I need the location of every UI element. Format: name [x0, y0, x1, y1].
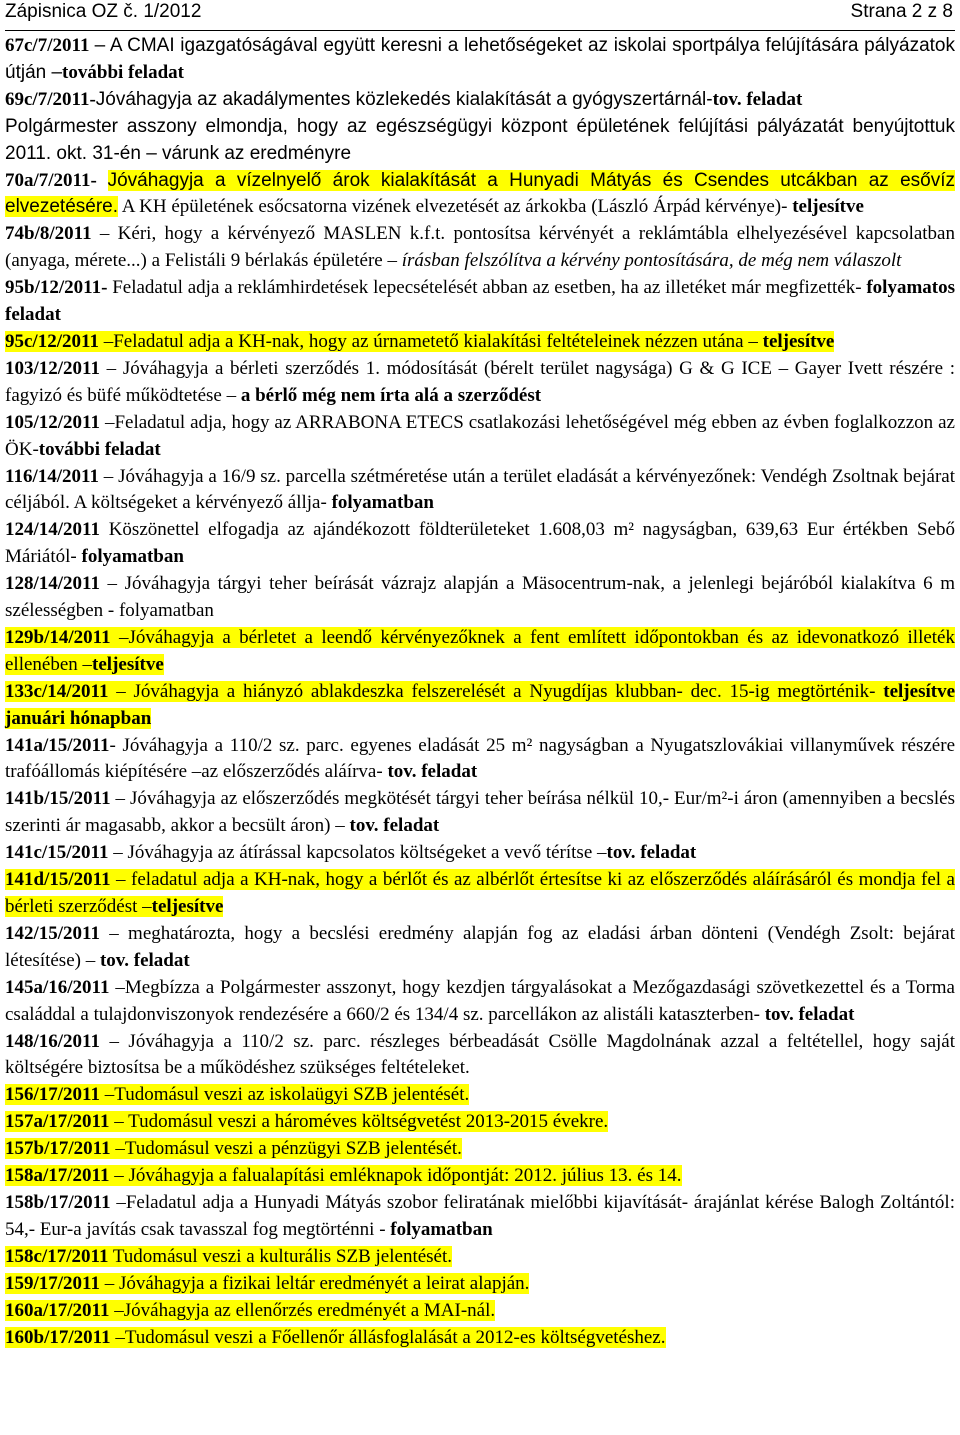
- resolution-text: – Jóváhagyja az átírással kapcsolatos költségeket a vevő térítse –: [108, 842, 607, 864]
- resolution-marker: 95b/12/2011-: [5, 277, 113, 299]
- resolution-text: –Tudomásul veszi az iskolaügyi SZB jelentését.: [100, 1084, 470, 1106]
- resolution-text: – Jóváhagyja a bérleti szerződés 1. módosítását (bérelt terület nagysága) G & G ICE – Gayer Ivett részére : fagyizó és büfé működtetése –: [5, 357, 955, 406]
- resolution-marker: további feladat: [38, 438, 161, 460]
- resolution-paragraph: [5, 679, 955, 733]
- resolution-marker: 160b/17/2011: [5, 1326, 111, 1348]
- resolution-marker: további feladat: [62, 61, 184, 83]
- resolution-marker: 148/16/2011: [5, 1030, 101, 1052]
- resolution-paragraph: [5, 975, 955, 1029]
- resolution-marker: 103/12/2011: [5, 357, 101, 379]
- resolution-marker: 69c/7/2011-: [5, 88, 96, 110]
- resolution-paragraph: [5, 921, 955, 975]
- resolution-marker: 95c/12/2011: [5, 330, 99, 352]
- resolution-text: – Jóváhagyja a 16/9 sz. parcella szétméretése után a terület eladását a kérvényezőnek: Vendégh Zsoltnak bejárat céljából. A költségeket a kérvényező állja-: [5, 465, 955, 514]
- resolution-marker: 160a/17/2011: [5, 1299, 110, 1321]
- resolution-marker: 105/12/2011: [5, 411, 101, 433]
- resolution-text: – meghatározta, hogy a becslési eredmény alapján fog az eladási árban dönteni (Vendégh Zsolt: bejárat létesítése) –: [5, 922, 955, 971]
- document-title: Zápisnica OZ č. 1/2012: [5, 1, 202, 22]
- resolution-paragraph: [5, 733, 955, 787]
- resolution-text: –Feladatul adja a KH-nak, hogy az úrnametető kialakítási feltételeinek nézzen utána –: [98, 330, 763, 352]
- page-header: [5, 0, 955, 24]
- resolution-marker: 157a/17/2011: [5, 1111, 110, 1133]
- resolution-marker: 124/14/2011: [5, 519, 101, 541]
- resolution-paragraph: [5, 168, 955, 222]
- resolution-marker: 67c/7/2011: [5, 35, 95, 56]
- resolution-paragraph: [5, 571, 955, 625]
- resolution-marker: 159/17/2011: [5, 1272, 101, 1294]
- resolution-marker: 141c/15/2011: [5, 842, 109, 864]
- resolution-marker: 70a/7/2011-: [5, 169, 108, 191]
- resolution-paragraph: [5, 786, 955, 840]
- resolution-text: – Jóváhagyja az előszerződés megkötését tárgyi teher beírása nélkül 10,- Eur/m²-i áron (amennyiben a becslés szerinti ár magasabb, akkor a becsült áron) –: [5, 788, 955, 837]
- resolution-paragraph: [5, 1109, 955, 1136]
- resolution-text: Jóváhagyja a vízelnyelő árok kialakítását a Hunyadi Mátyás és Csendes utcákban az esővíz elvezetésére.: [5, 169, 955, 218]
- page-number: Strana 2 z 8: [850, 1, 953, 22]
- resolution-marker: teljesítve: [92, 653, 164, 675]
- resolution-marker: 156/17/2011: [5, 1084, 101, 1106]
- resolution-marker: teljesítve: [762, 330, 835, 352]
- resolution-marker: folyamatban: [331, 492, 434, 514]
- resolution-paragraph: [5, 329, 955, 356]
- resolution-text: –Feladatul adja a Hunyadi Mátyás szobor feliratának mielőbbi kijavítását- árajánlat kérése Balogh Zoltántól: 54,- Eur-a javítás csak tavasszal fog megtörténni -: [5, 1191, 955, 1240]
- resolution-marker: tov. feladat: [99, 949, 190, 971]
- resolution-paragraph: [5, 275, 955, 329]
- resolution-paragraph: [5, 1271, 955, 1298]
- resolution-text: írásban felszólítva a kérvény pontosítására, de még nem válaszolt: [401, 250, 902, 272]
- resolution-marker: 158b/17/2011: [5, 1191, 111, 1213]
- resolution-text: – A CMAI igazgatóságával együtt keresni a lehetőségeket az iskolai sportpálya felújítására pályázatok útján –: [5, 35, 955, 83]
- resolution-paragraph: [5, 464, 955, 518]
- resolution-text: –Jóváhagyja az ellenőrzés eredményét a MAI-nál.: [109, 1299, 496, 1321]
- resolution-marker: tov. feladat: [712, 88, 803, 110]
- resolution-paragraph: [5, 1136, 955, 1163]
- resolution-text: –Feladatul adja, hogy az ARRABONA ETECS csatlakozási lehetőségével még ebben az évben foglalkozzon az ÖK-: [5, 411, 955, 460]
- resolution-marker: tov. feladat: [349, 815, 440, 837]
- resolution-text: A KH épületének esőcsatorna vizének elvezetését az árkokba (László Árpád kérvénye)-: [118, 196, 793, 218]
- resolution-text: Jóváhagyja az akadálymentes közlekedés kialakítását a gyógyszertárnál-: [95, 88, 713, 110]
- resolution-marker: 158c/17/2011: [5, 1245, 109, 1267]
- resolution-text: – Jóváhagyja a fizikai leltár eredményét a leirat alapján.: [100, 1272, 530, 1294]
- resolution-text: – Jóváhagyja a 110/2 sz. parc. részleges bérbeadását Csölle Magdolnának azzal a feltétellel, hogy saját költségére biztosítsa be a működéshez szükséges feltételeket.: [5, 1030, 955, 1079]
- resolution-text: Feladatul adja a reklámhirdetések lepecsételését abban az esetben, ha az illetéket már megfizették-: [112, 277, 867, 299]
- resolution-paragraph: [5, 410, 955, 464]
- resolution-marker: 128/14/2011: [5, 573, 101, 595]
- resolution-paragraph: [5, 1190, 955, 1244]
- resolution-paragraph: [5, 867, 955, 921]
- resolution-text: –Tudomásul veszi a pénzügyi SZB jelentését.: [110, 1138, 462, 1160]
- resolution-text: –Megbízza a Polgármester asszonyt, hogy kezdjen tárgyalásokat a Mezőgazdasági szövetkezettel és a Torma családdal a tulajdonviszonyok rendezésére a 660/2 és 134/4 sz. parcellákon az alistáli kataszterben-: [5, 976, 955, 1025]
- resolution-paragraph: [5, 221, 955, 275]
- resolution-paragraph: [5, 625, 955, 679]
- resolution-paragraph: [5, 87, 955, 114]
- resolution-marker: 142/15/2011: [5, 922, 101, 944]
- resolution-text: – feladatul adja a KH-nak, hogy a bérlőt és az albérlőt értesítse ki az előszerződés aláírásáról és mondja fel a bérleti szerződést –: [5, 869, 955, 917]
- resolution-paragraph: [5, 1082, 955, 1109]
- resolution-text: –Tudomásul veszi a Főellenőr állásfoglalását a 2012-es költségvetéshez.: [110, 1326, 666, 1348]
- resolution-text: – Jóváhagyja a falualapítási emléknapok időpontját: 2012. július 13. és 14.: [109, 1165, 682, 1187]
- document-body: [5, 33, 955, 1351]
- resolution-text: – Kéri, hogy a kérvényező MASLEN k.f.t. pontosítsa kérvényét a reklámtábla elhelyezésével kapcsolatban (anyaga, mérete...) a Felistáli 9 bérlakás épületére –: [5, 223, 955, 272]
- resolution-marker: 158a/17/2011: [5, 1165, 110, 1187]
- resolution-paragraph: [5, 517, 955, 571]
- resolution-marker: tov. feladat: [764, 1003, 855, 1025]
- resolution-marker: teljesítve: [151, 896, 224, 917]
- resolution-marker: folyamatos feladat: [5, 277, 955, 326]
- resolution-marker: 74b/8/2011: [5, 223, 92, 245]
- resolution-text: – Jóváhagyja tárgyi teher beírását vázrajz alapján a Mäsocentrum-nak, a jelenlegi bejáróból kialakítva 6 m szélességben - folyamatban: [5, 573, 955, 622]
- resolution-text: – Jóváhagyja a hiányzó ablakdeszka felszerelését a Nyugdíjas klubban- dec. 15-ig megtörténik-: [108, 680, 884, 702]
- resolution-paragraph: [5, 1163, 955, 1190]
- resolution-marker: 145a/16/2011: [5, 976, 110, 998]
- resolution-marker: 141b/15/2011: [5, 788, 111, 810]
- resolution-marker: 129b/14/2011: [5, 626, 111, 648]
- resolution-text: –Jóváhagyja a bérletet a leendő kérvényezőknek a fent említett időpontokban és az idevonatkozó illeték ellenében –: [5, 626, 955, 675]
- resolution-paragraph: [5, 33, 955, 87]
- resolution-marker: 141a/15/2011: [5, 734, 110, 756]
- resolution-marker: 141d/15/2011: [5, 869, 111, 891]
- resolution-marker: teljesítve januári hónapban: [5, 680, 955, 729]
- resolution-marker: teljesítve: [792, 196, 864, 218]
- resolution-text: Tudomásul veszi a kulturális SZB jelentését.: [108, 1245, 453, 1267]
- resolution-marker: 133c/14/2011: [5, 680, 109, 702]
- resolution-marker: tov. feladat: [606, 842, 697, 864]
- resolution-marker: folyamatban: [390, 1218, 493, 1240]
- header-divider: [5, 30, 955, 31]
- resolution-marker: a bérlő még nem írta alá a szerződést: [240, 384, 542, 406]
- resolution-marker: 157b/17/2011: [5, 1138, 111, 1160]
- resolution-marker: 116/14/2011: [5, 465, 99, 487]
- resolution-marker: tov. feladat: [387, 761, 478, 783]
- resolution-paragraph: [5, 1244, 955, 1271]
- resolution-marker: folyamatban: [81, 546, 184, 568]
- resolution-paragraph: [5, 1029, 955, 1083]
- resolution-paragraph: [5, 1325, 955, 1352]
- resolution-paragraph: [5, 114, 955, 168]
- resolution-paragraph: [5, 1298, 955, 1325]
- resolution-paragraph: [5, 840, 955, 867]
- resolution-text: Köszönettel elfogadja az ajándékozott földterületeket 1.608,03 m² nagyságban, 639,63 Eur értékben Sebő Máriától-: [5, 519, 955, 568]
- resolution-text: Polgármester asszony elmondja, hogy az egészségügyi központ épületének felújítási pályázatát benyújtottuk 2011. okt. 31-én – várunk az eredményre: [5, 115, 955, 164]
- resolution-text: - Jóváhagyja a 110/2 sz. parc. egyenes eladását 25 m² nagyságban a Nyugatszlovákiai villanyművek részére trafóállomás kiépítésére –az előszerződés aláírva-: [5, 734, 955, 783]
- resolution-text: – Tudomásul veszi a hároméves költségvetést 2013-2015 évekre.: [109, 1111, 609, 1133]
- resolution-paragraph: [5, 356, 955, 410]
